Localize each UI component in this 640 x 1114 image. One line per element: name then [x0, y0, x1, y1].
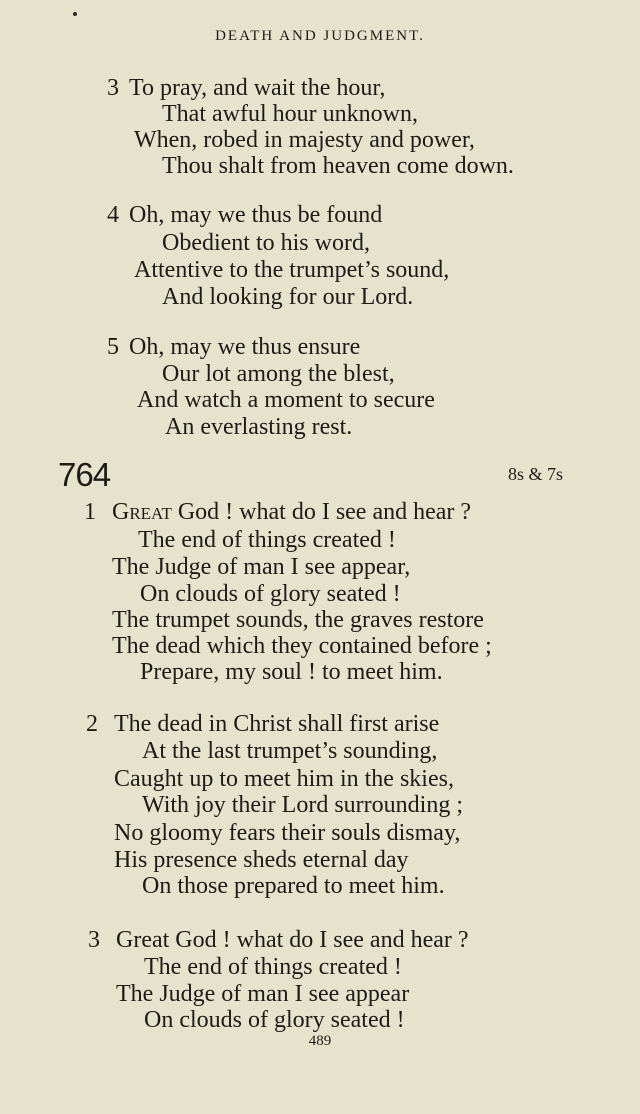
verse-line: The trumpet sounds, the graves restore — [112, 607, 484, 633]
verse-number: 3 — [107, 75, 119, 101]
verse-number: 3 — [88, 927, 100, 953]
verse-number: 2 — [86, 711, 98, 737]
verse-line: On clouds of glory seated ! — [140, 581, 401, 607]
verse-line: No gloomy fears their souls dismay, — [114, 820, 461, 846]
verse-line: When, robed in majesty and power, — [134, 127, 475, 153]
verse-line: And watch a moment to secure — [137, 387, 435, 413]
verse-line: And looking for our Lord. — [162, 284, 414, 310]
verse-number: 4 — [107, 202, 119, 228]
verse-line: Prepare, my soul ! to meet him. — [140, 659, 443, 685]
page-header: DEATH AND JUDGMENT. — [215, 28, 425, 44]
verse-line: The end of things created ! — [138, 527, 396, 553]
verse-line: Thou shalt from heaven come down. — [162, 153, 514, 179]
verse-line: At the last trumpet’s sounding, — [142, 738, 438, 764]
verse-line: 5 Oh, may we thus ensure — [107, 334, 361, 360]
verse-line: Attentive to the trumpet’s sound, — [134, 257, 450, 283]
verse-line: The Judge of man I see appear, — [112, 554, 411, 580]
verse-line: 1 Great God ! what do I see and hear ? — [84, 499, 472, 525]
verse-line: His presence sheds eternal day — [114, 847, 409, 873]
verse-line: With joy their Lord surrounding ; — [142, 792, 463, 818]
first-word: Great — [112, 499, 172, 525]
verse-line: The Judge of man I see appear — [116, 981, 410, 1007]
page-number: 489 — [308, 1033, 332, 1049]
verse-line: That awful hour unknown, — [162, 101, 418, 127]
verse-line: Caught up to meet him in the skies, — [114, 766, 454, 792]
verse-line: Our lot among the blest, — [162, 361, 395, 387]
verse-line: The end of things created ! — [144, 954, 402, 980]
verse-line: The dead which they contained before ; — [112, 633, 492, 659]
verse-line: On clouds of glory seated ! — [144, 1007, 405, 1033]
hymn-meter: 8s & 7s — [508, 464, 564, 484]
verse-line: 4 Oh, may we thus be found — [107, 202, 383, 228]
verse-number: 5 — [107, 334, 119, 360]
verse-line: 3 Great God ! what do I see and hear ? — [88, 927, 469, 953]
verse-line: 2 The dead in Christ shall first arise — [86, 711, 440, 737]
print-mark — [73, 12, 77, 16]
verse-line: Obedient to his word, — [162, 230, 370, 256]
verse-line: 3 To pray, and wait the hour, — [107, 75, 386, 101]
hymn-number: 764 — [58, 456, 111, 493]
verse-number: 1 — [84, 499, 96, 525]
verse-line: On those prepared to meet him. — [142, 873, 445, 899]
verse-line: An everlasting rest. — [165, 414, 353, 440]
